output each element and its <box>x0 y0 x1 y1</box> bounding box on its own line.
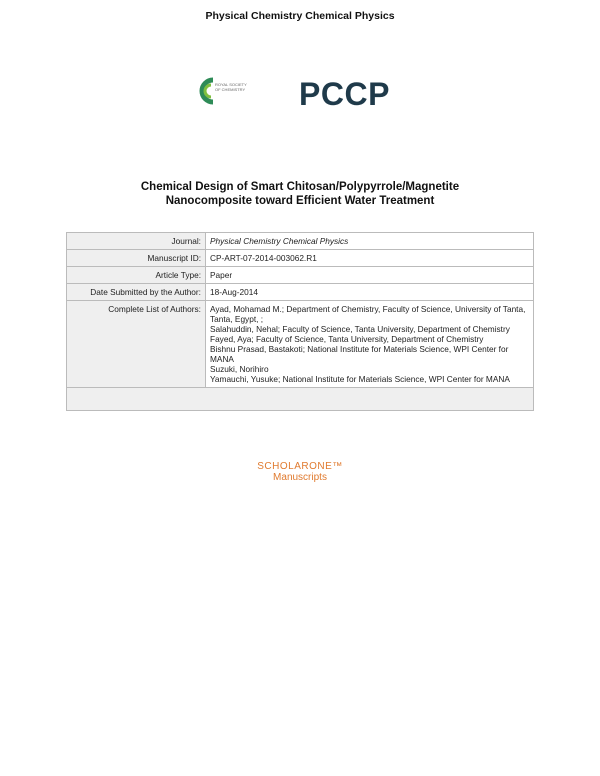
journal-label: Journal: <box>67 233 206 250</box>
manuscript-id-row <box>67 250 534 267</box>
authors-label: Complete List of Authors: <box>67 301 206 388</box>
author-entry: Bishnu Prasad, Bastakoti; National Institute for Materials Science, WPI Center for MANA <box>210 344 509 364</box>
pccp-logo: PCCP <box>299 76 390 112</box>
authors-row <box>67 301 534 388</box>
rsc-emblem-icon <box>197 76 217 106</box>
scholarone-subtitle: Manuscripts <box>273 472 327 483</box>
rsc-logo <box>197 76 249 108</box>
blank-row <box>67 388 534 411</box>
paper-title <box>60 180 540 208</box>
manuscript-id-label: Manuscript ID: <box>67 250 206 267</box>
journal-header: Physical Chemistry Chemical Physics <box>205 10 395 22</box>
author-entry: Fayed, Aya; Faculty of Science, Tanta University, Department of Chemistry <box>210 334 484 344</box>
article-type-label: Article Type: <box>67 267 206 284</box>
authors-list <box>206 301 534 388</box>
article-type-value: Paper <box>206 267 534 284</box>
date-row <box>67 284 534 301</box>
date-value: 18-Aug-2014 <box>206 284 534 301</box>
article-type-row <box>67 267 534 284</box>
author-entry: Ayad, Mohamad M.; Department of Chemistry, Faculty of Science, University of Tanta, Tanta, Egypt, ; <box>210 304 526 324</box>
title-line-2: Nanocomposite toward Efficient Water Treatment <box>165 195 435 207</box>
journal-row <box>67 233 534 250</box>
manuscript-details-table <box>66 232 534 411</box>
title-line-1: Chemical Design of Smart Chitosan/Polypyrrole/Magnetite <box>140 181 460 193</box>
author-entry: Suzuki, Norihiro <box>210 364 269 374</box>
rsc-logo-text: ROYAL SOCIETY OF CHEMISTRY <box>215 82 247 92</box>
journal-value: Physical Chemistry Chemical Physics <box>206 233 534 250</box>
author-entry: Salahuddin, Nehal; Faculty of Science, Tanta University, Department of Chemistry <box>210 324 510 334</box>
date-label: Date Submitted by the Author: <box>67 284 206 301</box>
scholarone-logo <box>0 461 600 483</box>
manuscript-id-value: CP-ART-07-2014-003062.R1 <box>206 250 534 267</box>
author-entry: Yamauchi, Yusuke; National Institute for Materials Science, WPI Center for MANA <box>210 374 510 384</box>
blank-cell <box>67 388 534 411</box>
scholarone-wordmark: SCHOLARONE™ <box>257 461 343 472</box>
